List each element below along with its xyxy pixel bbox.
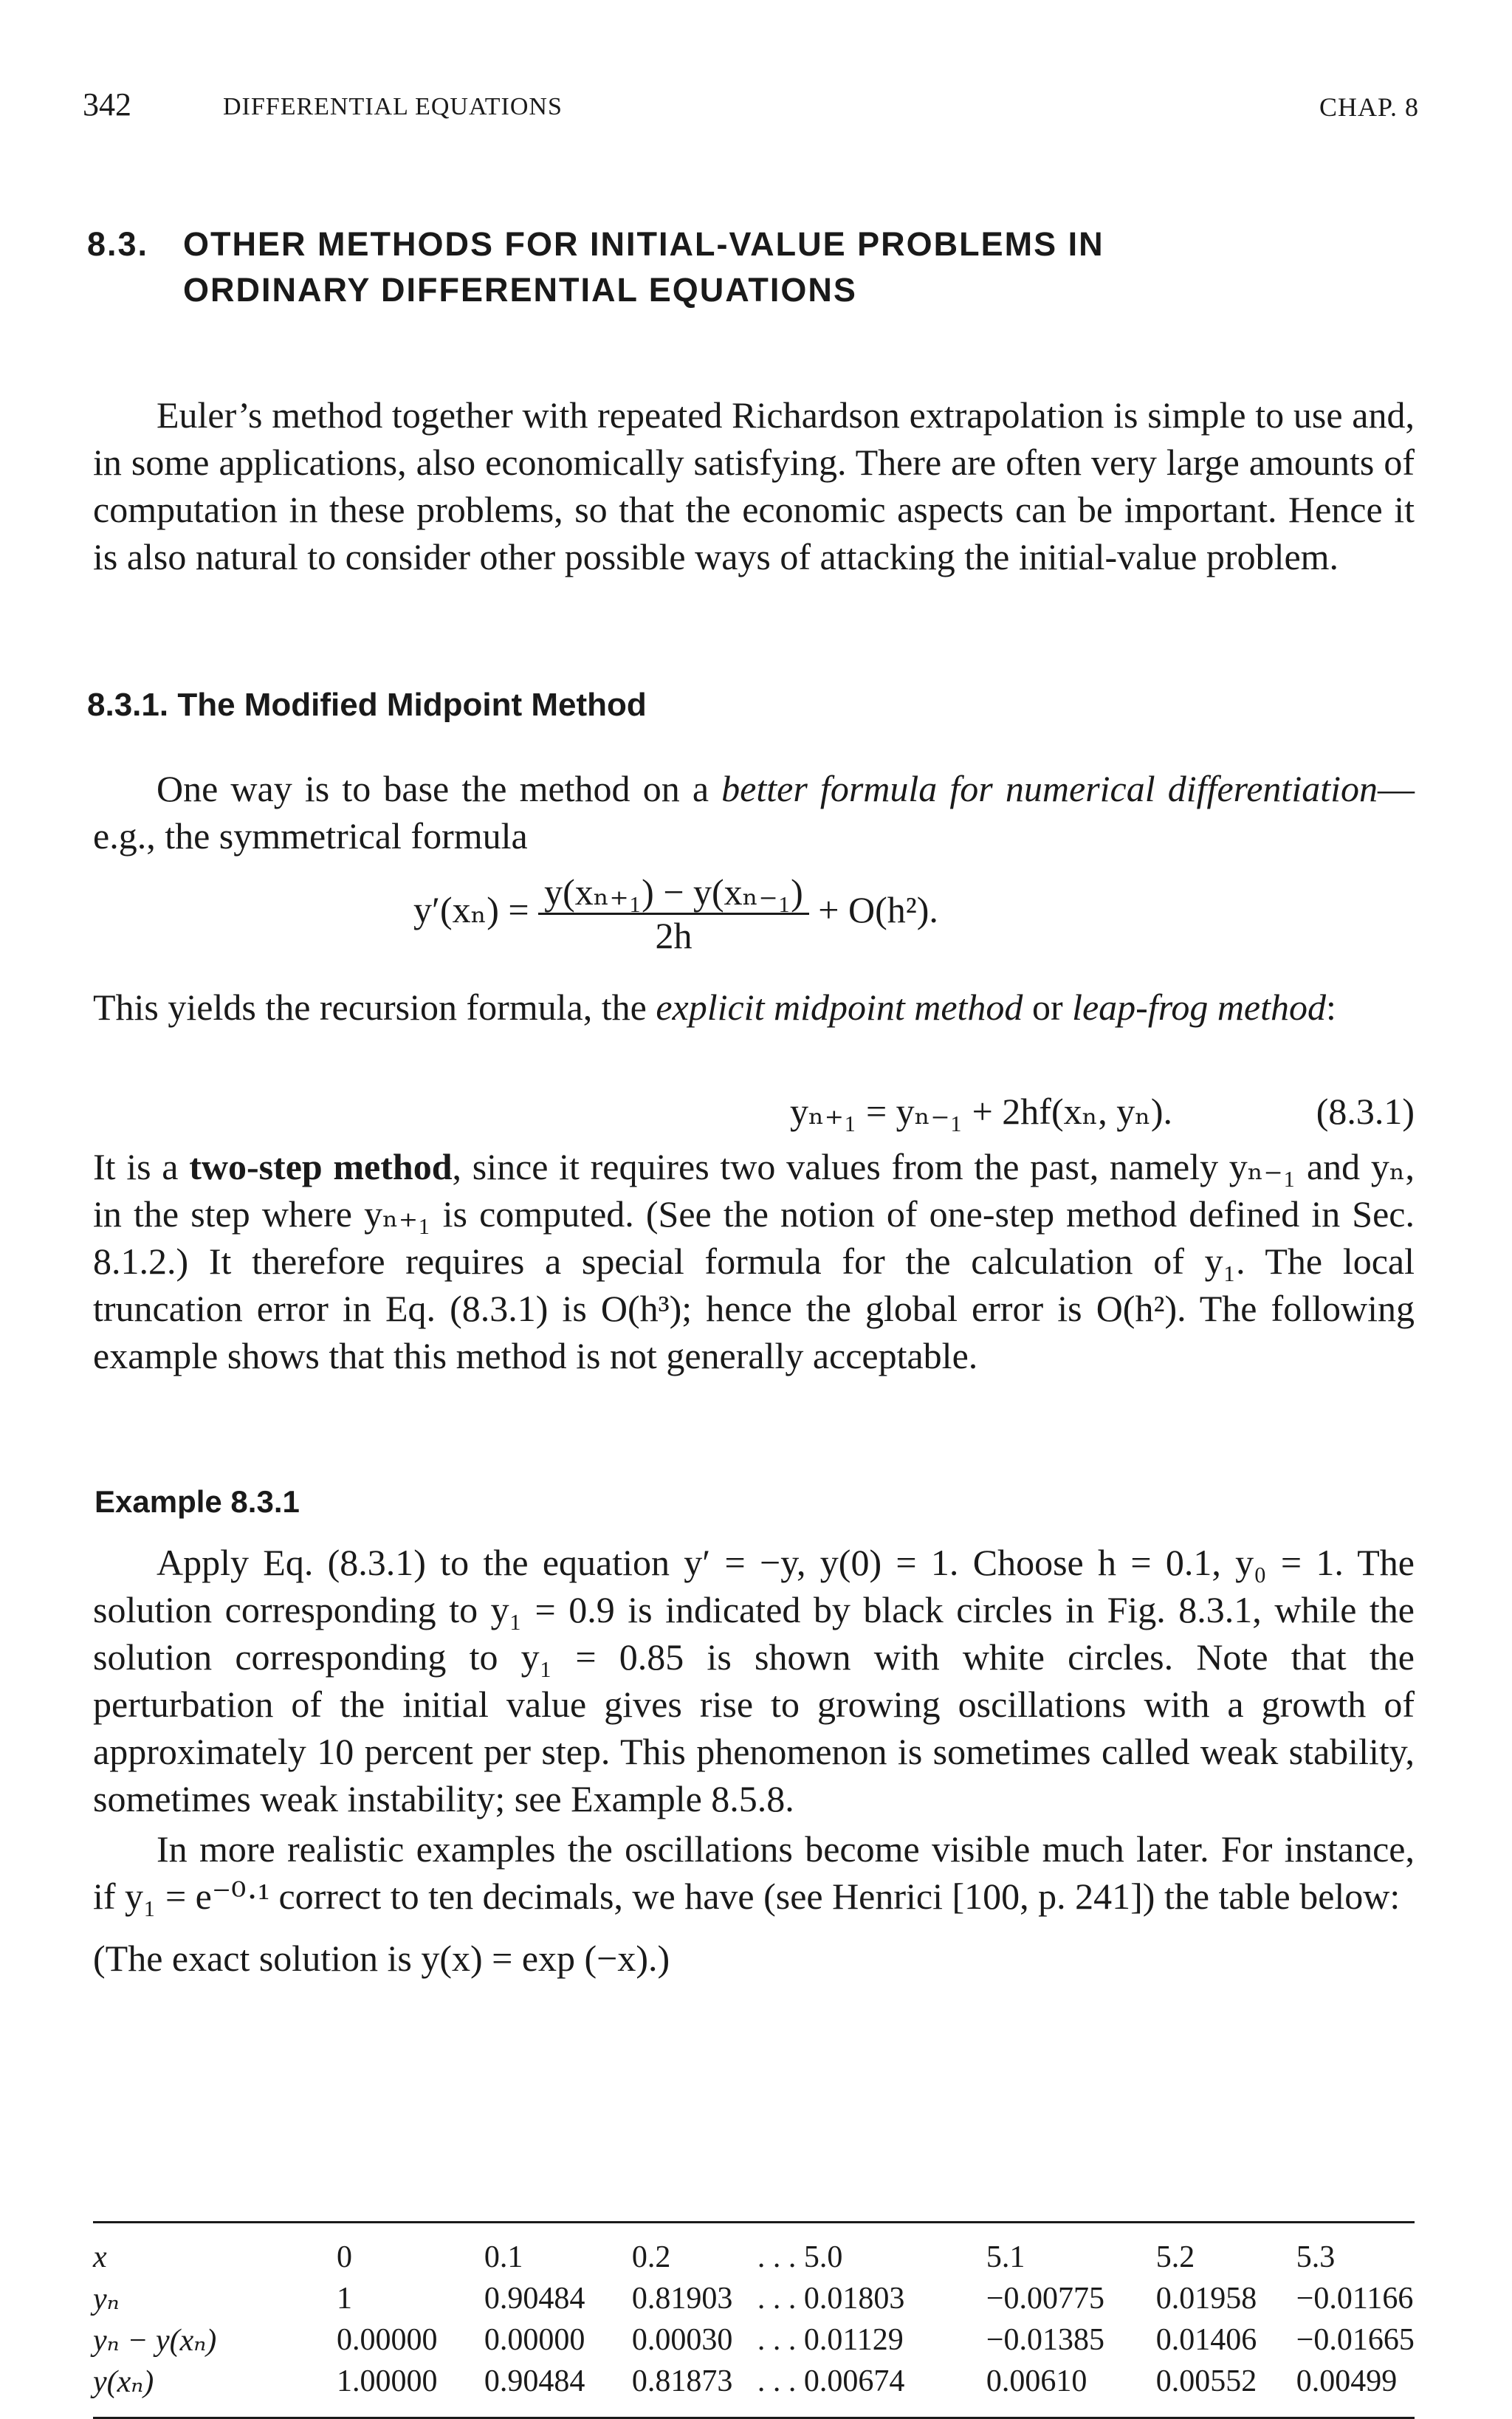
paragraph-2-text-c: : <box>1326 987 1336 1028</box>
table-cell: 1 <box>336 2282 352 2316</box>
running-header <box>83 86 1419 130</box>
paragraph-1-block <box>93 765 1415 859</box>
table-cell: y(xₙ) <box>93 2365 154 2399</box>
paragraph-3-bold: two-step method <box>189 1146 453 1187</box>
chapter-label: CHAP. 8 <box>1319 92 1419 122</box>
example-paragraph-2: In more realistic examples the oscillations become visible much later. For instance, if y₁ = e⁻⁰·¹ correct to ten decimals, we have (see Henrici [100, p. 241]) the table below: <box>93 1828 1415 1917</box>
table-cell: 5.1 <box>986 2240 1025 2274</box>
table-cell: −0.01166 <box>1296 2282 1414 2316</box>
paragraph-1-text-a: One way is to base the method on a <box>157 768 722 809</box>
table-cell: . . . 0.00674 <box>757 2364 905 2398</box>
table-cell: 0.90484 <box>484 2282 585 2316</box>
example-paragraph-1: Apply Eq. (8.3.1) to the equation y′ = −y, y(0) = 1. Choose h = 0.1, y₀ = 1. The solution corresponding to y₁ = 0.9 is indicated by black circles in Fig. 8.3.1, while the solution corresponding to y₁ = 0.85 is shown with white circles. Note that the perturbation of the initial value gives rise to growing oscillations with a growth of approximately 10 percent per step. This phenomenon is sometimes called weak stability, sometimes weak instability; see Example 8.5.8. <box>93 1542 1415 1819</box>
equation-1-numerator: y(xₙ₊₁) − y(xₙ₋₁) <box>538 871 809 915</box>
table-cell: 0.00000 <box>484 2323 585 2357</box>
paragraph-2-block <box>93 984 1415 1031</box>
table-cell: 0.90484 <box>484 2364 585 2398</box>
section-title: OTHER METHODS FOR INITIAL-VALUE PROBLEMS IN ORDINARY DIFFERENTIAL EQUATIONS <box>183 225 1104 309</box>
table-cell: 5.2 <box>1155 2240 1195 2274</box>
table-cell: 5.3 <box>1296 2240 1336 2274</box>
paragraph-3 <box>93 1143 1415 1379</box>
equation-1-rhs: + O(h²). <box>818 888 938 930</box>
table-cell: 0.00000 <box>336 2323 438 2357</box>
table-cell: . . . 0.01129 <box>757 2323 904 2357</box>
subsection-title: The Modified Midpoint Method <box>177 687 647 723</box>
table-cell: 0.00552 <box>1155 2364 1257 2398</box>
paragraph-1-text-b: —e.g., the symmetrical formula <box>93 768 1415 857</box>
paragraph-2-emphasis-1: explicit midpoint method <box>656 987 1023 1028</box>
results-table <box>93 2221 1415 2419</box>
table-cell: 0.00499 <box>1296 2364 1398 2398</box>
example-heading: Example 8.3.1 <box>94 1484 300 1519</box>
table-cell: 0.00610 <box>986 2364 1087 2398</box>
paragraph-3-text-b: , since it requires two values from the past, namely yₙ₋₁ and yₙ, in the step where yₙ₊₁ is computed. (See the notion of one-step method defined in Sec. 8.1.2.) It therefore requires a special formula for the calculation of y₁. The local truncation error in Eq. (8.3.1) is O(h³); hence the global error is O(h²). The following example shows that this method is not generally acceptable. <box>93 1146 1415 1376</box>
section-number: 8.3. <box>87 225 149 263</box>
table-cell: 0.01958 <box>1155 2282 1257 2316</box>
table-cell: 0.81903 <box>631 2282 733 2316</box>
example-block <box>93 1539 1415 1982</box>
intro-block <box>93 391 1415 580</box>
equation-1-lhs: y′(xₙ) = <box>413 888 529 930</box>
running-title: DIFFERENTIAL EQUATIONS <box>223 93 563 120</box>
equation-leapfrog <box>93 1090 1415 1137</box>
table-row <box>93 2223 1415 2279</box>
table-cell: 0.1 <box>484 2240 523 2274</box>
paragraph-2-text-b: or <box>1023 987 1073 1028</box>
table-cell: 0.81873 <box>631 2364 733 2398</box>
table-cell: 0.2 <box>631 2240 671 2274</box>
table-cell: −0.01385 <box>986 2323 1104 2357</box>
page-number: 342 <box>83 86 131 123</box>
table-cell: 0.00030 <box>631 2323 733 2357</box>
table-row <box>93 2278 1415 2319</box>
example-paragraph-3: (The exact solution is y(x) = exp (−x).) <box>93 1938 670 1979</box>
paragraph-3-block <box>93 1143 1415 1379</box>
table-cell: yₙ − y(xₙ) <box>93 2324 217 2358</box>
table-cell: −0.00775 <box>986 2282 1104 2316</box>
table-cell: . . . 5.0 <box>757 2240 843 2274</box>
table-cell: 0 <box>336 2240 352 2274</box>
paragraph-2-emphasis-2: leap-frog method <box>1072 987 1327 1028</box>
subsection-number: 8.3.1. <box>87 687 169 723</box>
paragraph-2-text-a: This yields the recursion formula, the <box>93 987 656 1028</box>
paragraph-3-text-a: It is a <box>93 1146 190 1187</box>
equation-2-body: yₙ₊₁ = yₙ₋₁ + 2hf(xₙ, yₙ). <box>790 1091 1173 1132</box>
table-cell: yₙ <box>93 2282 120 2316</box>
equation-2-label: (8.3.1) <box>1316 1091 1415 1132</box>
equation-1-denominator: 2h <box>655 915 693 956</box>
table-cell: 1.00000 <box>336 2364 438 2398</box>
table-cell: . . . 0.01803 <box>757 2282 905 2316</box>
table-row <box>93 2319 1415 2361</box>
paragraph-1 <box>93 765 1415 859</box>
table-cell: 0.01406 <box>1155 2323 1257 2357</box>
equation-symmetric-formula <box>413 871 938 956</box>
equation-1-fraction <box>538 871 809 956</box>
paragraph-1-emphasis: better formula for numerical differentiation <box>721 768 1378 809</box>
subsection-heading <box>87 687 647 724</box>
table-cell: −0.01665 <box>1296 2323 1415 2357</box>
table-cell: x <box>93 2240 107 2274</box>
paragraph-2 <box>93 984 1415 1031</box>
intro-paragraph: Euler’s method together with repeated Richardson extrapolation is simple to use and, in some applications, also economically satisfying. There are often very large amounts of computation in these problems, so that the economic aspects can be important. Hence it is also natural to consider other possible ways of attacking the initial-value problem. <box>93 394 1415 577</box>
table-row <box>93 2361 1415 2418</box>
